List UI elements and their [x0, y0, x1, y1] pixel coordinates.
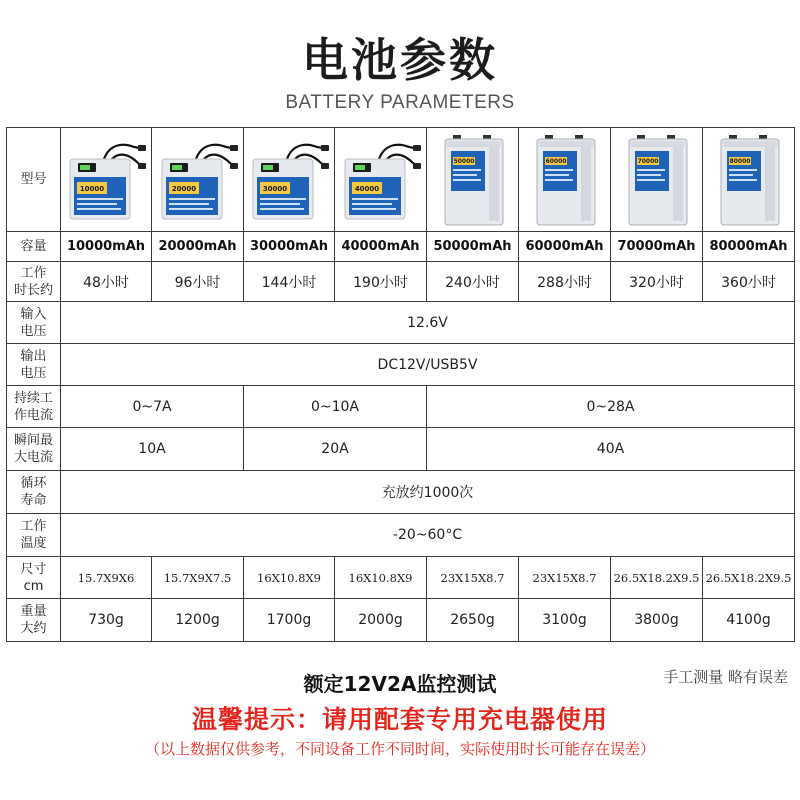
model-row [7, 128, 795, 232]
battery-pack-icon [247, 133, 331, 227]
battery-image-small-3 [244, 128, 335, 232]
output-voltage-value: DC12V/USB5V [61, 344, 795, 386]
svg-text:40000: 40000 [354, 184, 379, 193]
size-cell: 15.7X9X6 [61, 557, 152, 599]
battery-image-tall-8 [703, 128, 795, 232]
runtime-row [7, 262, 795, 302]
svg-text:20000: 20000 [171, 184, 196, 193]
battery-pack-icon [707, 133, 791, 227]
page-title: 电池参数 [302, 33, 498, 87]
continuous-current-row [7, 386, 795, 428]
measurement-note: 手工测量 略有误差 [663, 668, 788, 686]
peak-current-cell: 20A [244, 428, 427, 471]
battery-pack-icon [523, 133, 607, 227]
capacity-cell: 60000mAh [519, 232, 611, 262]
runtime-cell: 360小时 [703, 262, 795, 302]
battery-pack-icon [64, 133, 148, 227]
battery-image-tall-6 [519, 128, 611, 232]
svg-text:80000: 80000 [729, 157, 750, 165]
battery-image-small-4 [335, 128, 427, 232]
svg-text:50000: 50000 [453, 157, 474, 165]
battery-image-tall-5 [427, 128, 519, 232]
size-cell: 23X15X8.7 [427, 557, 519, 599]
continuous-current-label: 持续工 作电流 [7, 386, 61, 428]
weight-cell: 1200g [152, 599, 244, 642]
charger-warning: 温馨提示：请用配套专用充电器使用 [191, 705, 608, 734]
peak-current-cell: 10A [61, 428, 244, 471]
size-cell: 16X10.8X9 [244, 557, 335, 599]
battery-image-small-1 [61, 128, 152, 232]
weight-cell: 2000g [335, 599, 427, 642]
capacity-cell: 20000mAh [152, 232, 244, 262]
test-condition: 额定12V2A监控测试 [303, 672, 497, 696]
size-cell: 26.5X18.2X9.5 [703, 557, 795, 599]
battery-pack-icon [431, 133, 515, 227]
size-cell: 26.5X18.2X9.5 [611, 557, 703, 599]
svg-text:60000: 60000 [545, 157, 566, 165]
capacity-cell: 70000mAh [611, 232, 703, 262]
weight-cell: 3800g [611, 599, 703, 642]
output-voltage-row [7, 344, 795, 386]
size-label: 尺寸 cm [7, 557, 61, 599]
battery-image-small-2 [152, 128, 244, 232]
input-voltage-label: 输入 电压 [7, 302, 61, 344]
weight-cell: 1700g [244, 599, 335, 642]
capacity-label: 容量 [7, 232, 61, 262]
peak-current-label: 瞬间最 大电流 [7, 428, 61, 471]
continuous-current-cell: 0~28A [427, 386, 795, 428]
page-subtitle: BATTERY PARAMETERS [285, 92, 515, 113]
runtime-cell: 320小时 [611, 262, 703, 302]
battery-pack-icon [615, 133, 699, 227]
svg-text:30000: 30000 [262, 184, 288, 193]
battery-pack-icon [339, 133, 423, 227]
capacity-cell: 30000mAh [244, 232, 335, 262]
runtime-cell: 96小时 [152, 262, 244, 302]
svg-text:10000: 10000 [79, 184, 105, 193]
weight-label: 重量 大约 [7, 599, 61, 642]
capacity-cell: 10000mAh [61, 232, 152, 262]
cycle-life-value: 充放约1000次 [61, 471, 795, 514]
weight-cell: 3100g [519, 599, 611, 642]
input-voltage-value: 12.6V [61, 302, 795, 344]
battery-image-tall-7 [611, 128, 703, 232]
runtime-cell: 288小时 [519, 262, 611, 302]
svg-text:70000: 70000 [637, 157, 658, 165]
weight-cell: 2650g [427, 599, 519, 642]
battery-parameters-table [6, 127, 795, 642]
runtime-cell: 48小时 [61, 262, 152, 302]
runtime-cell: 144小时 [244, 262, 335, 302]
size-cell: 16X10.8X9 [335, 557, 427, 599]
weight-cell: 4100g [703, 599, 795, 642]
battery-pack-icon [156, 133, 240, 227]
capacity-cell: 80000mAh [703, 232, 795, 262]
peak-current-row [7, 428, 795, 471]
capacity-cell: 40000mAh [335, 232, 427, 262]
size-row [7, 557, 795, 599]
capacity-cell: 50000mAh [427, 232, 519, 262]
size-cell: 23X15X8.7 [519, 557, 611, 599]
continuous-current-cell: 0~10A [244, 386, 427, 428]
cycle-life-row [7, 471, 795, 514]
disclaimer-note: （以上数据仅供参考，不同设备工作不同时间，实际使用时长可能存在误差） [144, 740, 655, 758]
model-label: 型号 [7, 128, 61, 232]
capacity-row [7, 232, 795, 262]
runtime-cell: 240小时 [427, 262, 519, 302]
temperature-row [7, 514, 795, 557]
weight-cell: 730g [61, 599, 152, 642]
input-voltage-row [7, 302, 795, 344]
cycle-life-label: 循环 寿命 [7, 471, 61, 514]
temperature-value: -20~60°C [61, 514, 795, 557]
temperature-label: 工作 温度 [7, 514, 61, 557]
weight-row [7, 599, 795, 642]
continuous-current-cell: 0~7A [61, 386, 244, 428]
runtime-cell: 190小时 [335, 262, 427, 302]
peak-current-cell: 40A [427, 428, 795, 471]
runtime-label: 工作 时长约 [7, 262, 61, 302]
output-voltage-label: 输出 电压 [7, 344, 61, 386]
size-cell: 15.7X9X7.5 [152, 557, 244, 599]
